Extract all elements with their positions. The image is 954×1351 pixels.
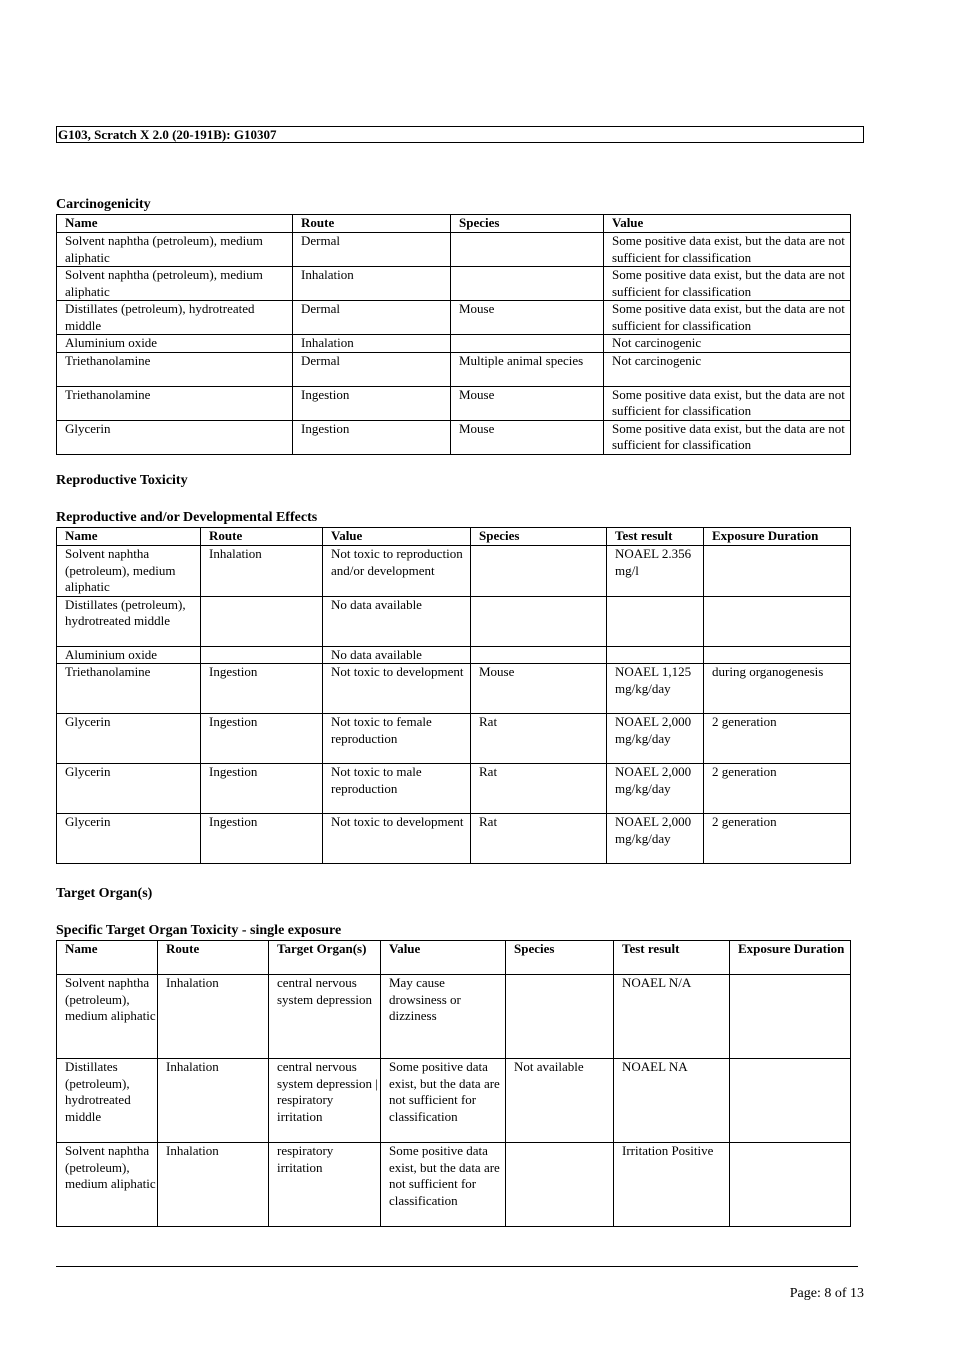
column-header: Exposure Duration xyxy=(704,528,851,546)
table-cell: Glycerin xyxy=(57,420,293,454)
table-row xyxy=(57,664,851,714)
table-cell: No data available xyxy=(323,646,471,664)
table-cell: NOAEL 1,125 mg/kg/day xyxy=(607,664,704,714)
table-cell: Inhalation xyxy=(201,546,323,597)
table-cell: Mouse xyxy=(451,386,604,420)
table-cell: Ingestion xyxy=(293,420,451,454)
table-cell: Glycerin xyxy=(57,764,201,814)
table-cell: Not carcinogenic xyxy=(604,335,851,353)
table-cell: Not toxic to female reproduction xyxy=(323,714,471,764)
table-cell: Ingestion xyxy=(201,814,323,864)
table-cell: NOAEL 2,000 mg/kg/day xyxy=(607,814,704,864)
target-organ-title: Target Organ(s) xyxy=(56,886,153,901)
column-header: Name xyxy=(57,215,293,233)
table-cell: Not toxic to reproduction and/or development xyxy=(323,546,471,597)
table-cell: Rat xyxy=(471,814,607,864)
table-cell: Multiple animal species xyxy=(451,352,604,386)
table-row xyxy=(57,420,851,454)
stot-single-subtitle: Specific Target Organ Toxicity - single exposure xyxy=(56,923,342,938)
table-cell xyxy=(451,233,604,267)
table-cell xyxy=(607,596,704,646)
table-row xyxy=(57,1059,851,1143)
table-row xyxy=(57,386,851,420)
table-cell xyxy=(471,546,607,597)
table-header-row xyxy=(57,528,851,546)
table-cell: 2 generation xyxy=(704,814,851,864)
table-cell: Ingestion xyxy=(201,714,323,764)
reproductive-effects-subtitle: Reproductive and/or Developmental Effects xyxy=(56,510,318,525)
table-cell xyxy=(201,596,323,646)
table-cell: Solvent naphtha (petroleum), medium aliphatic xyxy=(57,975,158,1059)
table-cell: Distillates (petroleum), hydrotreated middle xyxy=(57,596,201,646)
table-cell xyxy=(704,546,851,597)
table-cell: Some positive data exist, but the data are not sufficient for classification xyxy=(381,1059,506,1143)
carcinogenicity-table xyxy=(56,214,851,455)
table-cell: Inhalation xyxy=(293,335,451,353)
column-header: Value xyxy=(323,528,471,546)
table-cell: Solvent naphtha (petroleum), medium aliphatic xyxy=(57,1143,158,1227)
column-header: Name xyxy=(57,528,201,546)
table-row xyxy=(57,714,851,764)
table-cell xyxy=(471,596,607,646)
table-cell xyxy=(506,975,614,1059)
column-header: Name xyxy=(57,941,158,975)
table-cell xyxy=(730,1143,851,1227)
table-cell: NOAEL NA xyxy=(614,1059,730,1143)
table-cell: Mouse xyxy=(451,420,604,454)
table-cell: Some positive data exist, but the data are not sufficient for classification xyxy=(604,386,851,420)
table-cell: Mouse xyxy=(451,301,604,335)
table-cell: May cause drowsiness or dizziness xyxy=(381,975,506,1059)
table-cell: Ingestion xyxy=(201,664,323,714)
table-row xyxy=(57,335,851,353)
table-cell xyxy=(607,646,704,664)
table-cell: central nervous system depression xyxy=(269,975,381,1059)
table-cell xyxy=(471,646,607,664)
table-row xyxy=(57,267,851,301)
column-header: Test result xyxy=(607,528,704,546)
reproductive-toxicity-title: Reproductive Toxicity xyxy=(56,473,188,488)
table-cell: during organogenesis xyxy=(704,664,851,714)
table-cell: Not toxic to male reproduction xyxy=(323,764,471,814)
table-row xyxy=(57,1143,851,1227)
table-header-row xyxy=(57,941,851,975)
table-cell: NOAEL 2.356 mg/l xyxy=(607,546,704,597)
table-cell: Inhalation xyxy=(158,1059,269,1143)
table-cell: Inhalation xyxy=(158,975,269,1059)
table-cell: Some positive data exist, but the data are not sufficient for classification xyxy=(604,233,851,267)
table-row xyxy=(57,352,851,386)
table-cell: Glycerin xyxy=(57,814,201,864)
carcinogenicity-title: Carcinogenicity xyxy=(56,197,151,212)
table-cell xyxy=(451,267,604,301)
column-header: Route xyxy=(158,941,269,975)
table-row xyxy=(57,596,851,646)
table-cell: Some positive data exist, but the data are not sufficient for classification xyxy=(381,1143,506,1227)
table-cell: Not toxic to development xyxy=(323,664,471,714)
column-header: Route xyxy=(293,215,451,233)
reproductive-table xyxy=(56,527,851,864)
footer-rule xyxy=(56,1266,858,1267)
table-cell xyxy=(704,596,851,646)
table-cell: Dermal xyxy=(293,301,451,335)
table-cell: Dermal xyxy=(293,233,451,267)
table-row xyxy=(57,764,851,814)
table-cell: Not carcinogenic xyxy=(604,352,851,386)
table-cell: Mouse xyxy=(471,664,607,714)
table-cell xyxy=(704,646,851,664)
column-header: Value xyxy=(381,941,506,975)
column-header: Species xyxy=(451,215,604,233)
table-cell: Some positive data exist, but the data are not sufficient for classification xyxy=(604,420,851,454)
table-cell xyxy=(451,335,604,353)
table-cell: Triethanolamine xyxy=(57,352,293,386)
table-cell: Solvent naphtha (petroleum), medium aliphatic xyxy=(57,546,201,597)
table-cell: 2 generation xyxy=(704,764,851,814)
table-cell: Some positive data exist, but the data are not sufficient for classification xyxy=(604,267,851,301)
table-row xyxy=(57,975,851,1059)
table-cell: Aluminium oxide xyxy=(57,646,201,664)
table-cell: NOAEL N/A xyxy=(614,975,730,1059)
table-cell: Aluminium oxide xyxy=(57,335,293,353)
table-cell: Some positive data exist, but the data are not sufficient for classification xyxy=(604,301,851,335)
column-header: Route xyxy=(201,528,323,546)
table-cell: Distillates (petroleum), hydrotreated middle xyxy=(57,301,293,335)
table-cell: central nervous system depression | respiratory irritation xyxy=(269,1059,381,1143)
column-header: Species xyxy=(506,941,614,975)
table-cell: Rat xyxy=(471,764,607,814)
stot-table xyxy=(56,940,851,1227)
table-cell xyxy=(506,1143,614,1227)
table-row xyxy=(57,814,851,864)
table-row xyxy=(57,233,851,267)
table-cell: Rat xyxy=(471,714,607,764)
column-header: Value xyxy=(604,215,851,233)
document-header: G103, Scratch X 2.0 (20-191B): G10307 xyxy=(56,126,864,143)
table-cell: Glycerin xyxy=(57,714,201,764)
table-cell: Not toxic to development xyxy=(323,814,471,864)
table-cell: Triethanolamine xyxy=(57,664,201,714)
table-cell: Triethanolamine xyxy=(57,386,293,420)
table-cell: Dermal xyxy=(293,352,451,386)
table-header-row xyxy=(57,215,851,233)
table-cell: 2 generation xyxy=(704,714,851,764)
page-number: Page: 8 of 13 xyxy=(789,1286,864,1301)
table-cell: Solvent naphtha (petroleum), medium aliphatic xyxy=(57,233,293,267)
table-row xyxy=(57,301,851,335)
table-cell xyxy=(730,1059,851,1143)
table-cell: Inhalation xyxy=(158,1143,269,1227)
table-cell: Distillates (petroleum), hydrotreated middle xyxy=(57,1059,158,1143)
column-header: Exposure Duration xyxy=(730,941,851,975)
column-header: Target Organ(s) xyxy=(269,941,381,975)
table-cell: NOAEL 2,000 mg/kg/day xyxy=(607,714,704,764)
table-cell: Irritation Positive xyxy=(614,1143,730,1227)
table-cell xyxy=(201,646,323,664)
table-cell: NOAEL 2,000 mg/kg/day xyxy=(607,764,704,814)
table-row xyxy=(57,546,851,597)
table-cell: respiratory irritation xyxy=(269,1143,381,1227)
table-cell: Ingestion xyxy=(201,764,323,814)
column-header: Species xyxy=(471,528,607,546)
table-cell: No data available xyxy=(323,596,471,646)
table-cell xyxy=(730,975,851,1059)
table-cell: Not available xyxy=(506,1059,614,1143)
table-cell: Inhalation xyxy=(293,267,451,301)
table-row xyxy=(57,646,851,664)
column-header: Test result xyxy=(614,941,730,975)
table-cell: Solvent naphtha (petroleum), medium aliphatic xyxy=(57,267,293,301)
table-cell: Ingestion xyxy=(293,386,451,420)
